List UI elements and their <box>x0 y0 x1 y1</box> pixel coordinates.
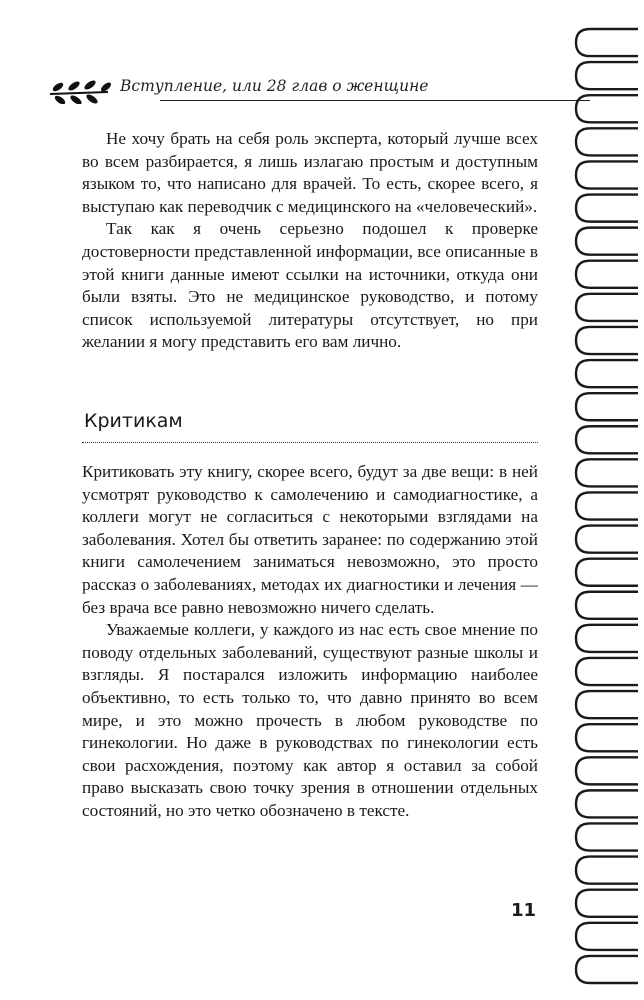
section-paragraph: Критиковать эту книгу, скорее всего, будут за две вещи: в ней усмотрят руководство к самолечению и самодиагностике, а коллеги могут не согласиться с некоторыми взглядами на заболевания. Хотел бы ответить заранее: по содержанию этой книги самолечением заниматься невозможно, это просто рассказ о заболеваниях, методах их диагностики и лечения — без врача все равно невозможно ничего сделать. <box>82 462 538 617</box>
notebook-tab <box>576 261 638 288</box>
notebook-tab <box>576 161 638 188</box>
section-text <box>82 461 538 823</box>
notebook-tab <box>576 890 638 917</box>
notebook-tab <box>576 625 638 652</box>
notebook-tab <box>576 128 638 155</box>
notebook-tab <box>576 592 638 619</box>
notebook-tab <box>576 327 638 354</box>
page-number: 11 <box>510 900 536 921</box>
notebook-tab <box>576 360 638 387</box>
notebook-tab <box>576 691 638 718</box>
notebook-tab <box>576 294 638 321</box>
intro-paragraph: Не хочу брать на себя роль эксперта, который лучше всех во всем разбирается, я лишь излагаю простым и доступным языком то, что написано для врачей. То есть, скорее всего, я выступаю как переводчик с медицинского на «человеческий». <box>82 129 538 216</box>
section-paragraph: Уважаемые коллеги, у каждого из нас есть свое мнение по поводу отдельных заболеваний, существуют разные школы и взгляды. Я постарался изложить информацию наиболее объективно, то есть только то, что давно принято во всем мире, и это можно прочесть в любом руководстве по гинекологии. Но даже в руководствах по гинекологии есть свои расхождения, поэтому как автор я оставил за собой право высказать свою точку зрения в отношении отдельных состояний, но это четко обозначено в тексте. <box>82 620 538 820</box>
intro-text <box>82 128 538 354</box>
notebook-tab <box>576 228 638 255</box>
notebook-tab <box>576 459 638 486</box>
notebook-tab <box>576 857 638 884</box>
notebook-tab <box>576 724 638 751</box>
notebook-tab <box>576 426 638 453</box>
notebook-tab <box>576 526 638 553</box>
notebook-tab <box>576 195 638 222</box>
notebook-tab <box>576 823 638 850</box>
notebook-tab <box>576 790 638 817</box>
dotted-divider <box>82 442 538 443</box>
running-head-title: Вступление, или 28 глав о женщине <box>120 77 429 95</box>
notebook-tab <box>576 29 638 56</box>
intro-paragraph: Так как я очень серьезно подошел к проверке достоверности представленной информации, все описанные в этой книги данные имеют ссылки на источники, откуда они были взяты. Это не медицинское руководство, и потому список используемой литературы отсутствует, но при желании я могу представить его вам лично. <box>82 219 538 352</box>
notebook-tab <box>576 492 638 519</box>
notebook-tab <box>576 757 638 784</box>
notebook-tab <box>576 62 638 89</box>
running-head <box>48 74 548 104</box>
notebook-tab <box>576 658 638 685</box>
notebook-tab <box>576 95 638 122</box>
notebook-tab <box>576 559 638 586</box>
notebook-tab <box>576 393 638 420</box>
notebook-tabs <box>572 26 638 986</box>
section-heading: Критикам <box>84 410 183 432</box>
leafy-branch-icon <box>48 76 118 104</box>
notebook-tab <box>576 923 638 950</box>
running-head-rule <box>160 100 590 101</box>
notebook-tab <box>576 956 638 983</box>
